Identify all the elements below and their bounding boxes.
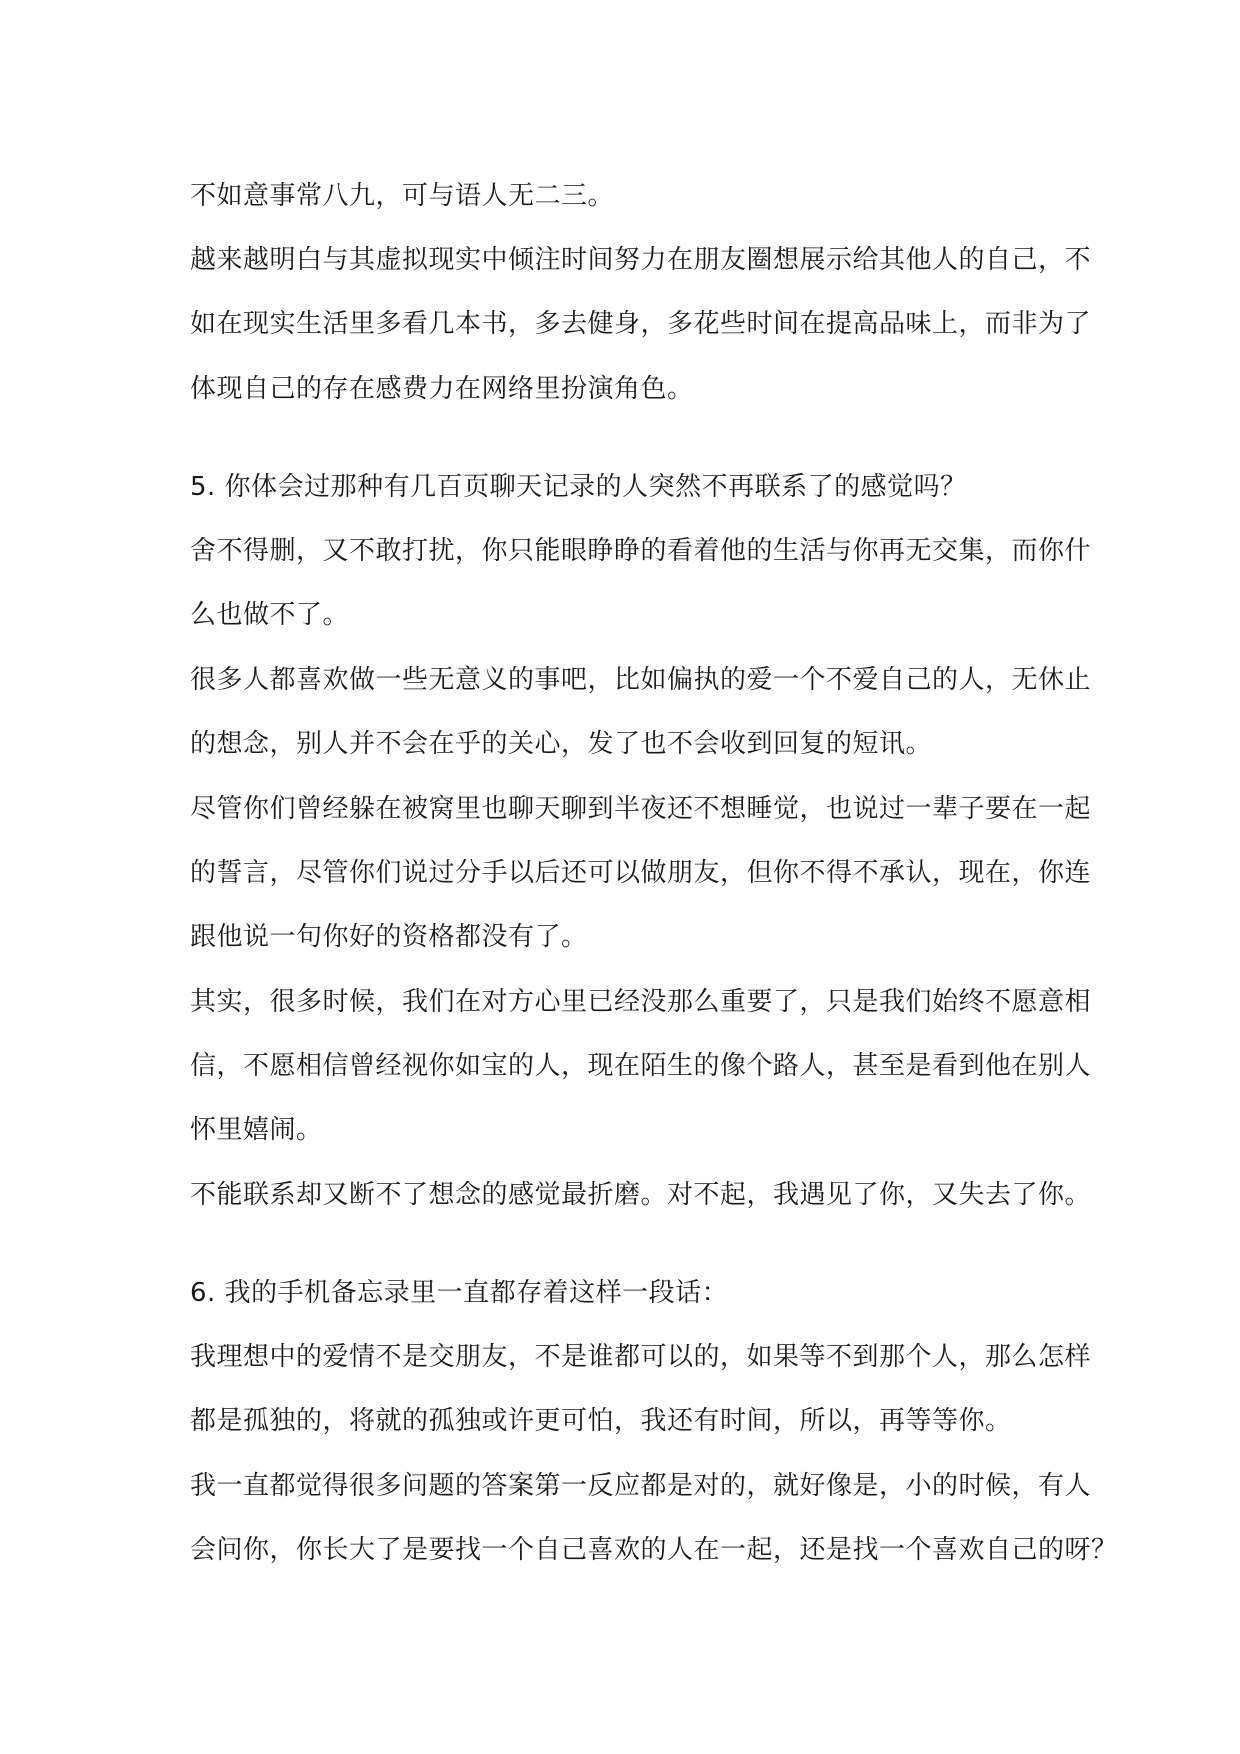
paragraph-line: 我一直都觉得很多问题的答案第一反应都是对的，就好像是，小的时候，有人 [190, 1471, 1092, 1501]
paragraph-line: 信，不愿相信曾经视你如宝的人，现在陌生的像个路人，甚至是看到他在别人 [190, 1051, 1092, 1081]
paragraph-line: 的誓言，尽管你们说过分手以后还可以做朋友，但你不得不承认，现在，你连 [190, 858, 1092, 888]
paragraph-line: 么也做不了。 [190, 600, 350, 630]
paragraph-line: 会问你，你长大了是要找一个自己喜欢的人在一起，还是找一个喜欢自己的呀？ [190, 1535, 1118, 1565]
paragraph-line: 怀里嬉闹。 [190, 1115, 323, 1145]
section-heading-6: 6. 我的手机备忘录里一直都存着这样一段话： [190, 1278, 729, 1308]
paragraph-line: 不如意事常八九，可与语人无二三。 [190, 181, 615, 211]
paragraph-line: 尽管你们曾经躲在被窝里也聊天聊到半夜还不想睡觉，也说过一辈子要在一起 [190, 794, 1092, 824]
paragraph-line: 都是孤独的，将就的孤独或许更可怕，我还有时间，所以，再等等你。 [190, 1406, 1012, 1436]
paragraph-line: 跟他说一句你好的资格都没有了。 [190, 922, 588, 952]
paragraph-line: 很多人都喜欢做一些无意义的事吧，比如偏执的爱一个不爱自己的人，无休止 [190, 665, 1092, 695]
paragraph-line: 不能联系却又断不了想念的感觉最折磨。对不起，我遇见了你，又失去了你。 [190, 1180, 1092, 1210]
paragraph-line: 的想念，别人并不会在乎的关心，发了也不会收到回复的短讯。 [190, 729, 933, 759]
paragraph-line: 其实，很多时候，我们在对方心里已经没那么重要了，只是我们始终不愿意相 [190, 987, 1092, 1017]
paragraph-line: 我理想中的爱情不是交朋友，不是谁都可以的，如果等不到那个人，那么怎样 [190, 1342, 1092, 1372]
paragraph-line: 越来越明白与其虚拟现实中倾注时间努力在朋友圈想展示给其他人的自己，不 [190, 245, 1092, 275]
section-heading-5: 5. 你体会过那种有几百页聊天记录的人突然不再联系了的感觉吗？ [190, 472, 967, 502]
paragraph-line: 舍不得删，又不敢打扰，你只能眼睁睁的看着他的生活与你再无交集，而你什 [190, 536, 1092, 566]
paragraph-line: 体现自己的存在感费力在网络里扮演角色。 [190, 374, 694, 404]
paragraph-line: 如在现实生活里多看几本书，多去健身，多花些时间在提高品味上，而非为了 [190, 309, 1092, 339]
